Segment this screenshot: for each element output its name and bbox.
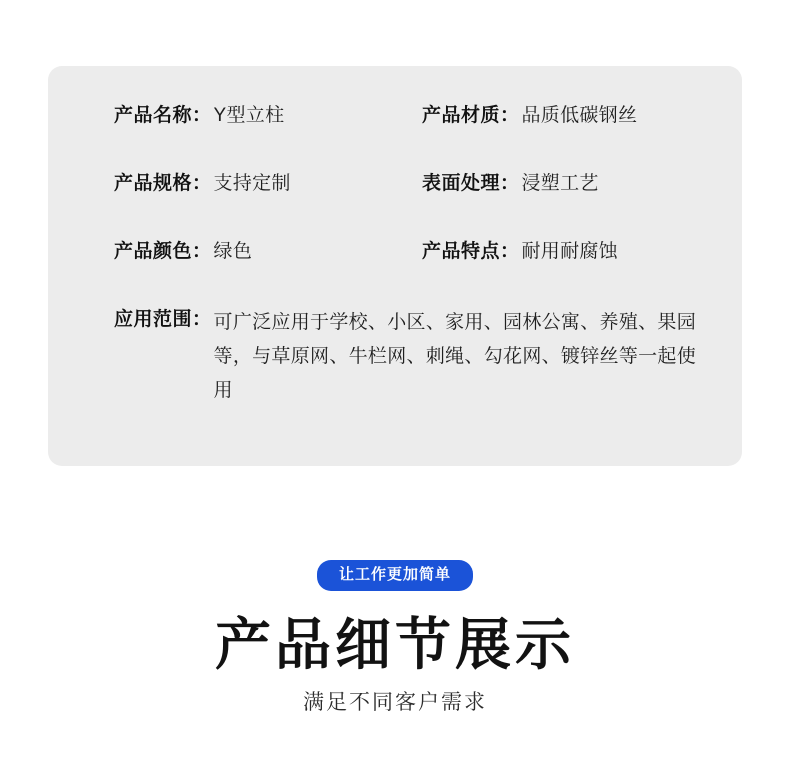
spec-label: 产品材质：	[421, 105, 520, 126]
section-subtitle: 满足不同客户需求	[303, 691, 487, 714]
spec-label: 应用范围：	[114, 309, 212, 330]
spec-item-product-name	[82, 102, 422, 130]
spec-value: Y型立柱	[213, 105, 285, 126]
section-badge: 让工作更加简单	[317, 560, 473, 591]
spec-label: 产品名称：	[114, 105, 212, 126]
section-title: 产品细节展示	[215, 613, 575, 676]
spec-value: 品质低碳钢丝	[521, 105, 638, 126]
spec-value: 耐用耐腐蚀	[521, 241, 618, 262]
spec-label: 表面处理：	[421, 173, 520, 194]
spec-item-application-range	[82, 306, 708, 408]
spec-value: 支持定制	[213, 173, 291, 194]
spec-item-color	[82, 238, 422, 266]
spec-item-specification	[82, 170, 422, 198]
spec-label: 产品颜色：	[114, 241, 212, 262]
spec-row	[82, 238, 708, 266]
spec-item-surface-treatment	[422, 170, 708, 198]
spec-value: 绿色	[213, 241, 253, 262]
spec-label: 产品规格：	[114, 173, 212, 194]
spec-row	[82, 102, 708, 130]
spec-rows	[82, 102, 708, 408]
spec-item-material	[422, 102, 708, 130]
spec-row	[82, 306, 708, 408]
section-heading-block	[0, 560, 790, 717]
spec-value: 可广泛应用于学校、小区、家用、园林公寓、养殖、果园等，与草原网、牛栏网、刺绳、勾花网、镀锌丝等一起使用	[213, 312, 697, 401]
spec-label: 产品特点：	[421, 241, 520, 262]
spec-item-features	[422, 238, 708, 266]
spec-row	[82, 170, 708, 198]
spec-value: 浸塑工艺	[521, 173, 599, 194]
product-spec-card	[48, 66, 742, 466]
